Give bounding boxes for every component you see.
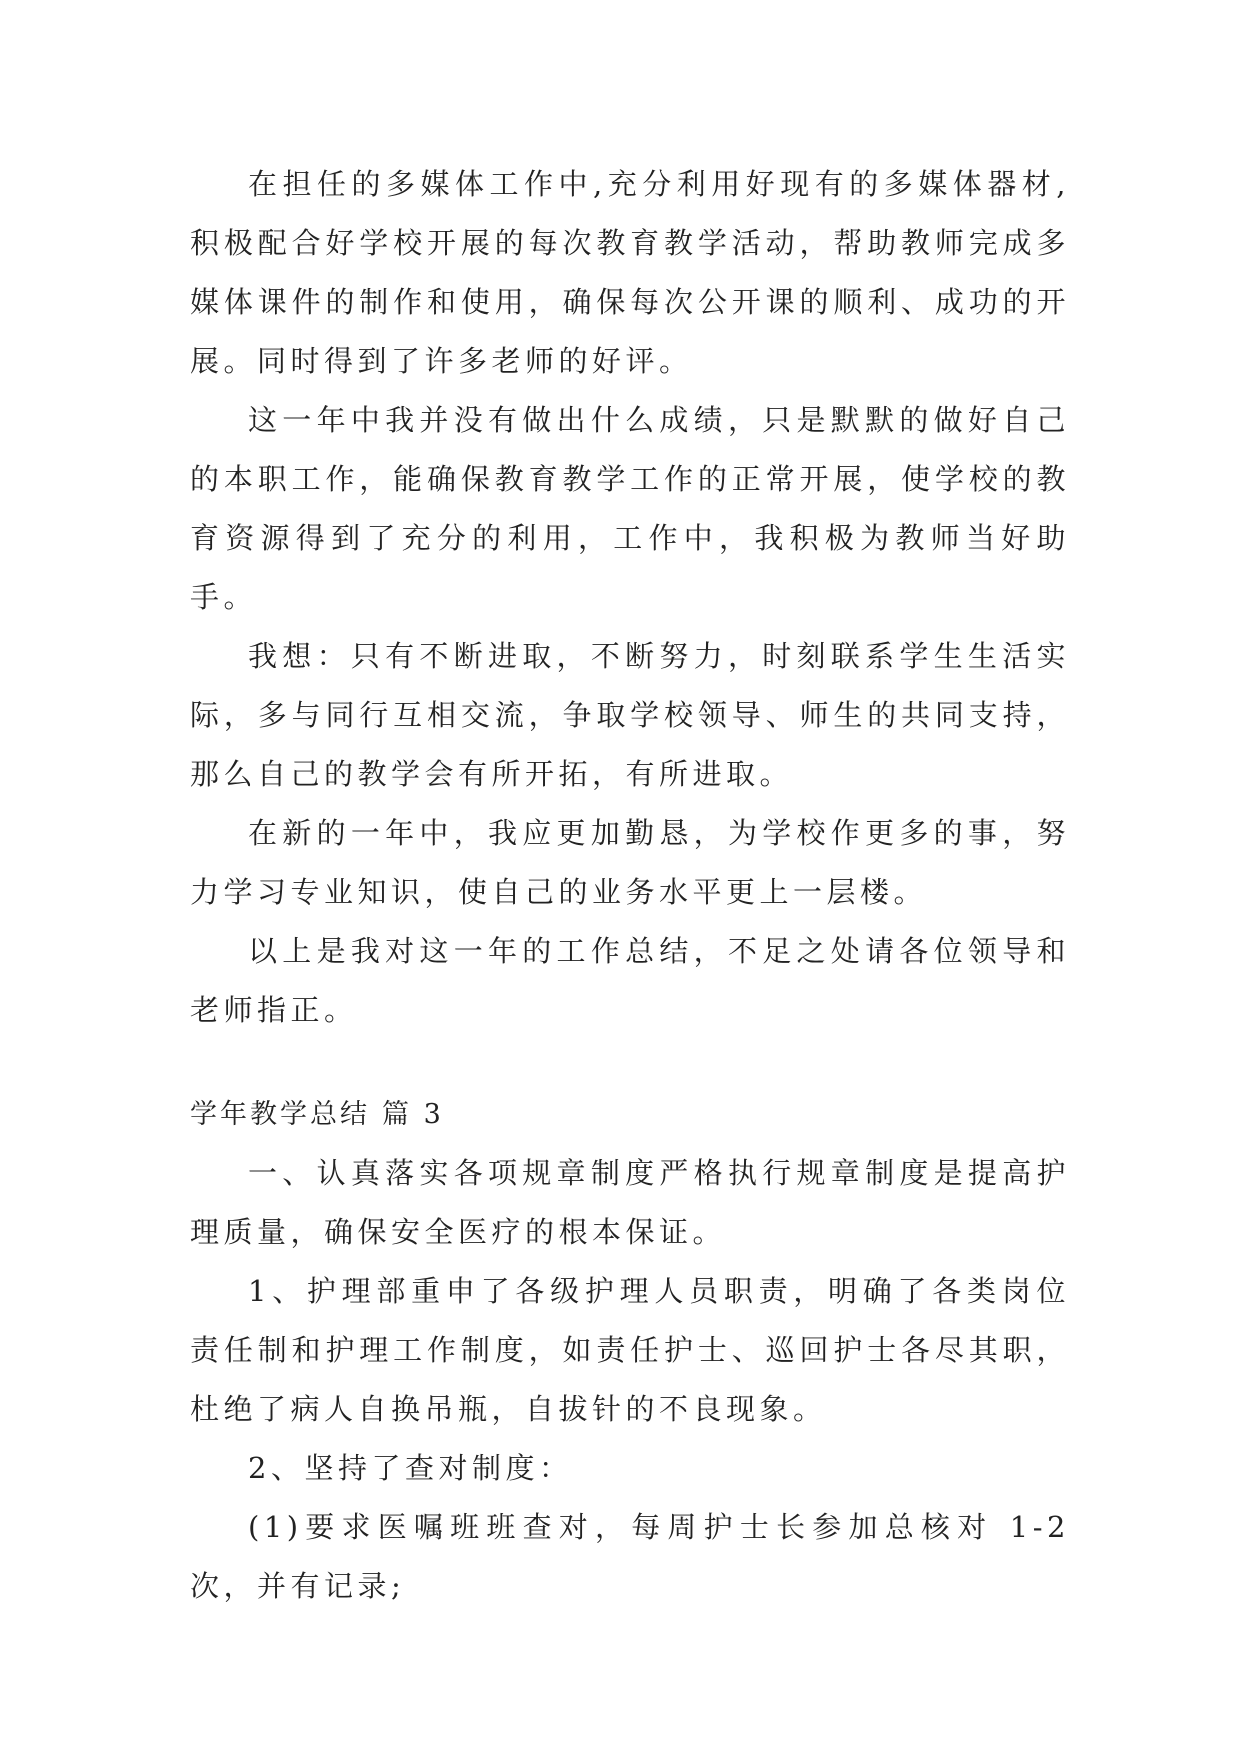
paragraph-regulations: 一、认真落实各项规章制度严格执行规章制度是提高护理质量，确保安全医疗的根本保证。 (190, 1156, 1070, 1249)
paragraph-multimedia-work: 在担任的多媒体工作中,充分利用好现有的多媒体器材,积极配合好学校开展的每次教育教学活动，帮助教师完成多媒体课件的制作和使用，确保每次公开课的顺利、成功的开展。同时得到了许多老师的好评。 (190, 167, 1070, 378)
paragraph-new-year: 在新的一年中，我应更加勤恳，为学校作更多的事，努力学习专业知识，使自己的业务水平更上一层楼。 (190, 816, 1070, 909)
paragraph-closing: 以上是我对这一年的工作总结，不足之处请各位领导和老师指正。 (190, 934, 1070, 1027)
paragraph-verification-system: 2、坚持了查对制度： (248, 1451, 573, 1485)
section-part-number: 篇 3 (382, 1099, 444, 1130)
document-body (190, 155, 1070, 1616)
paragraph-thoughts: 我想：只有不断进取，不断努力，时刻联系学生生活实际，多与同行互相交流，争取学校领导、师生的共同支持，那么自己的教学会有所开拓，有所进取。 (190, 639, 1070, 791)
section-title: 学年教学总结 (190, 1099, 370, 1130)
paragraph-duties: 1、护理部重申了各级护理人员职责，明确了各类岗位责任制和护理工作制度，如责任护士、巡回护士各尽其职，杜绝了病人自换吊瓶，自拔针的不良现象。 (190, 1274, 1070, 1426)
paragraph-year-review: 这一年中我并没有做出什么成绩，只是默默的做好自己的本职工作，能确保教育教学工作的正常开展，使学校的教育资源得到了充分的利用，工作中，我积极为教师当好助手。 (190, 403, 1070, 614)
paragraph-order-check: (1)要求医嘱班班查对，每周护士长参加总核对 1-2 次，并有记录; (190, 1510, 1070, 1603)
section-heading (190, 1085, 1070, 1144)
